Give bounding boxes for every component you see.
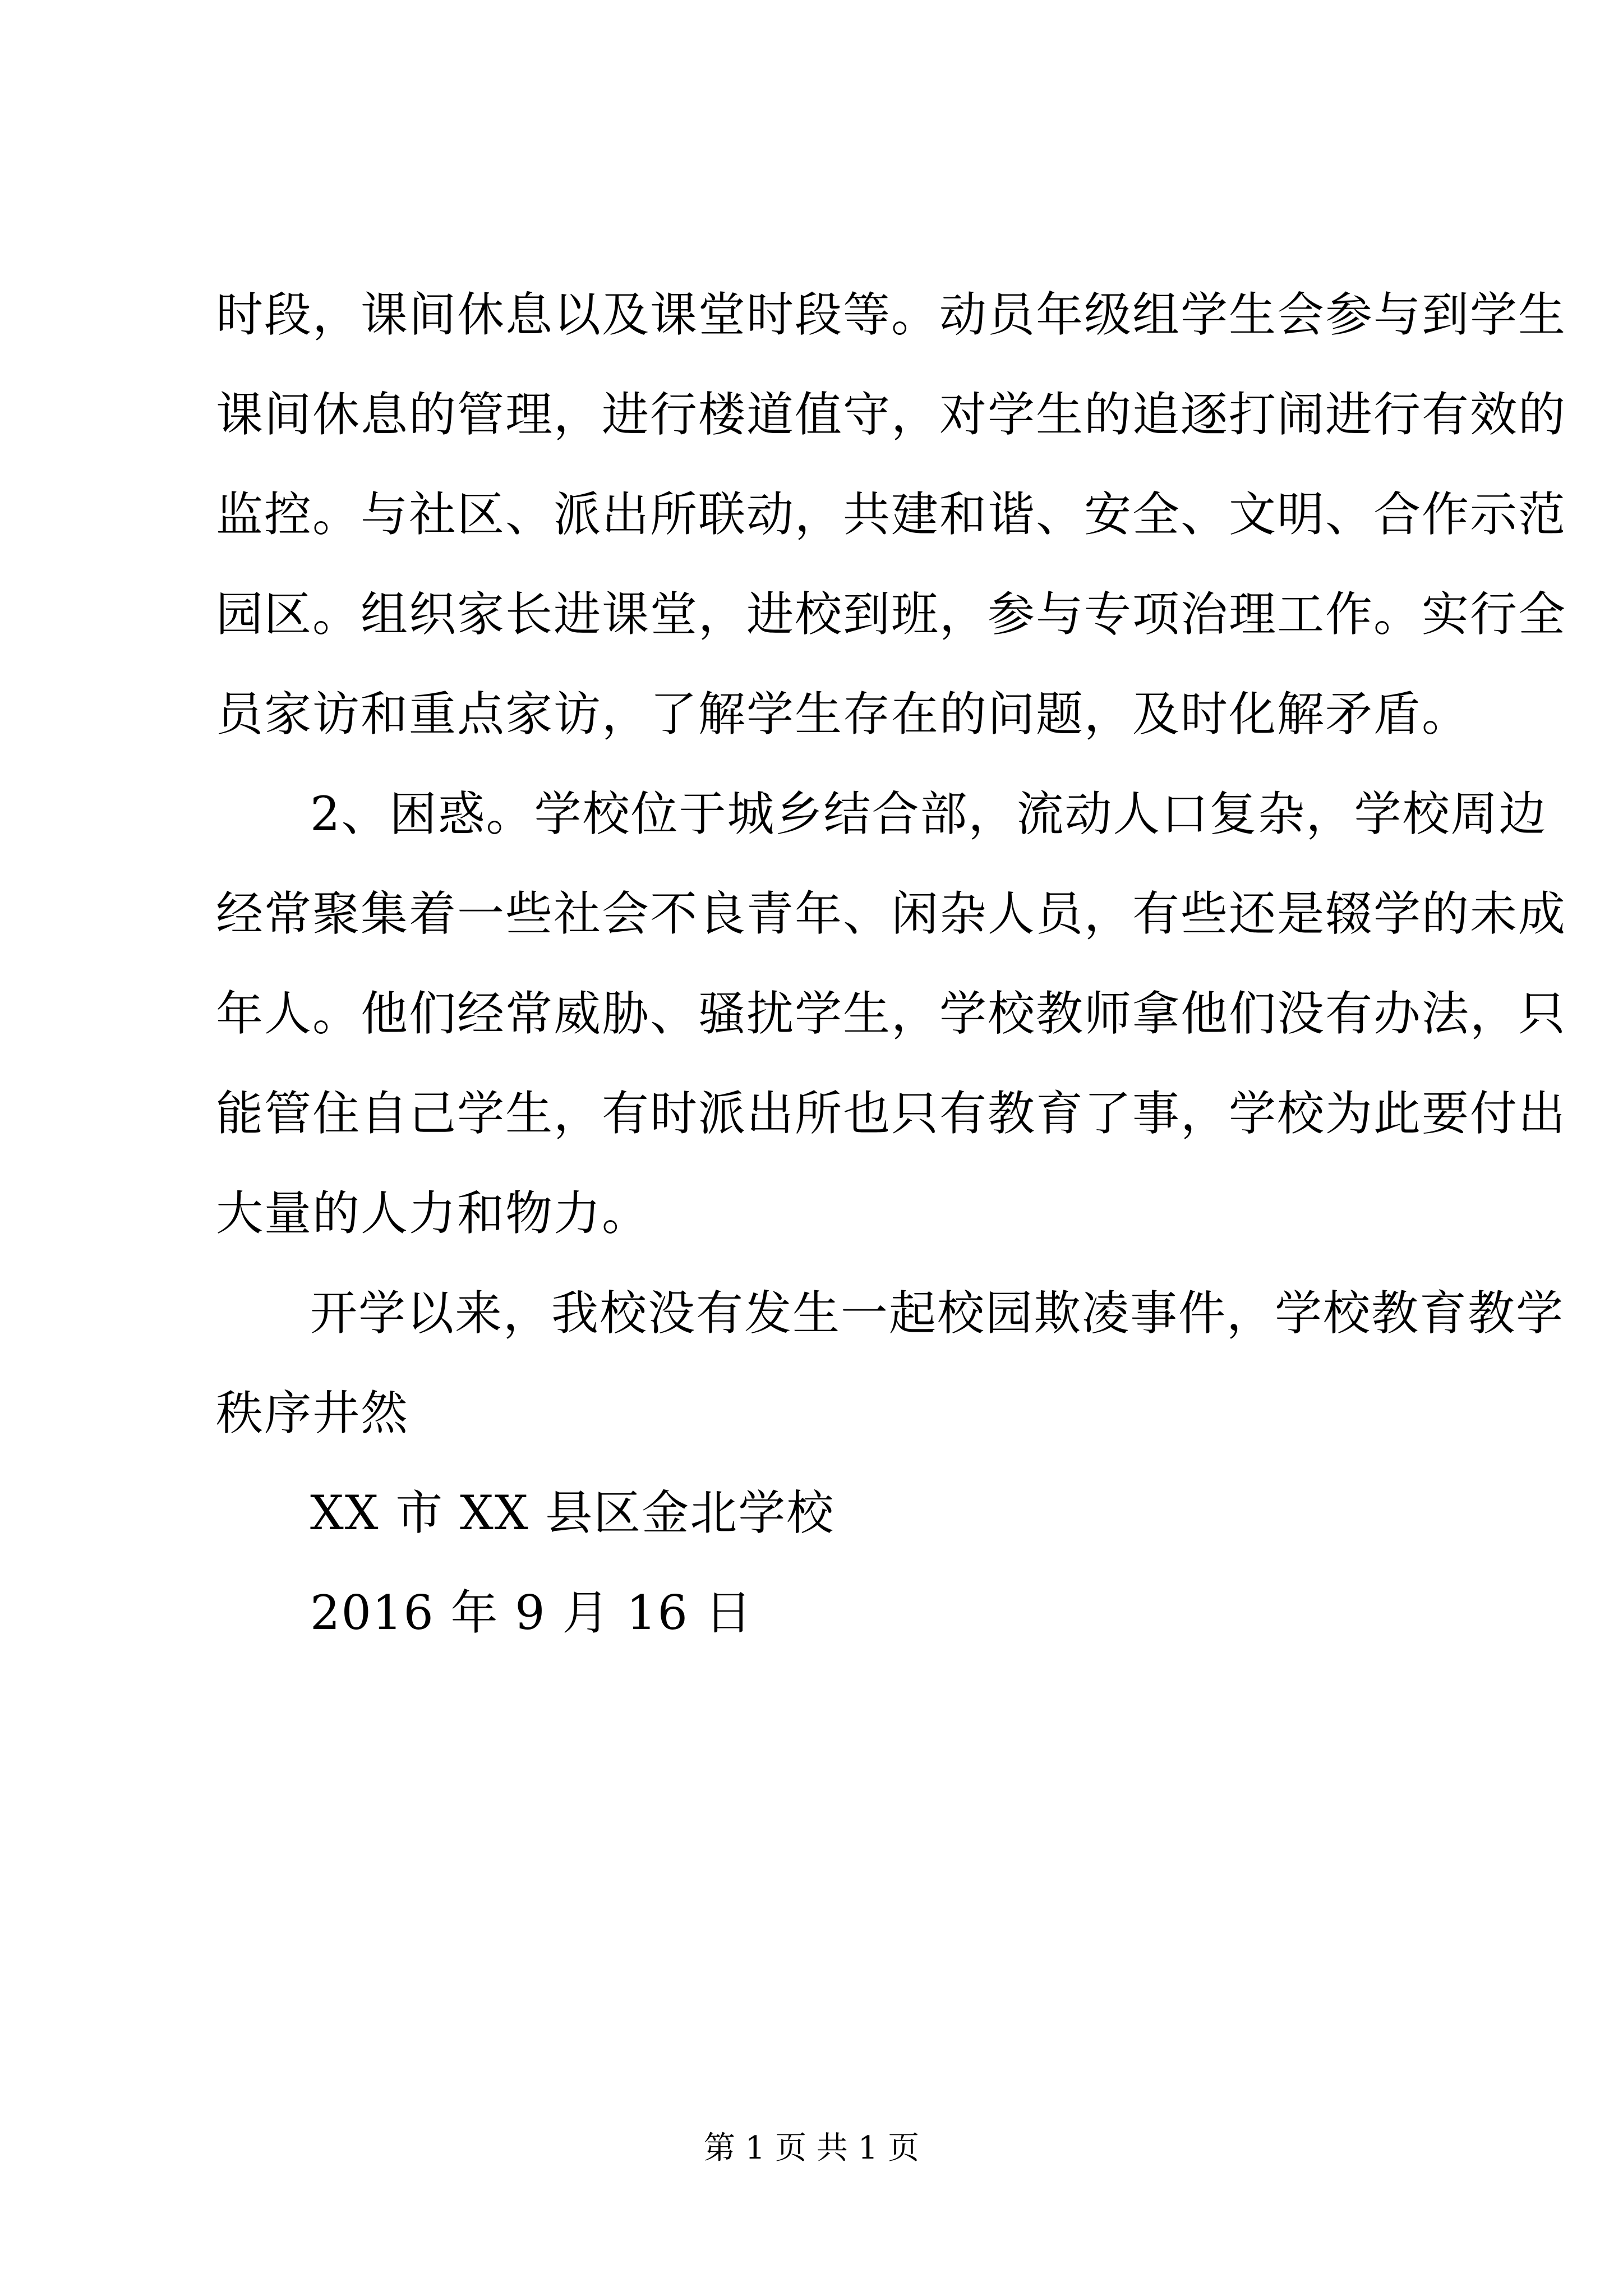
text-line: 课间休息的管理，进行楼道值守，对学生的追逐打闹进行有效的 (216, 387, 1567, 442)
document-body (216, 265, 1567, 1663)
paragraph-difficulties (216, 764, 1567, 1263)
text-line: 2、困惑。学校位于城乡结合部，流动人口复杂，学校周边 (310, 786, 1547, 841)
text-line: 年人。他们经常威胁、骚扰学生，学校教师拿他们没有办法，只 (216, 986, 1567, 1041)
text-line: 能管住自己学生，有时派出所也只有教育了事，学校为此要付出 (216, 1086, 1567, 1141)
signature-date: 2016 年 9 月 16 日 (310, 1585, 753, 1640)
page-number-footer: 第 1 页 共 1 页 (703, 2130, 920, 2166)
text-line: 园区。组织家长进课堂，进校到班，参与专项治理工作。实行全 (216, 587, 1567, 642)
paragraph-conclusion (216, 1263, 1565, 1463)
text-line: 秩序井然 (216, 1386, 409, 1441)
signature-organization: XX 市 XX 县区金北学校 (310, 1485, 835, 1540)
text-line: 大量的人力和物力。 (216, 1186, 651, 1241)
text-line: 监控。与社区、派出所联动，共建和谐、安全、文明、合作示范 (216, 487, 1567, 542)
text-line: 时段，课间休息以及课堂时段等。动员年级组学生会参与到学生 (216, 287, 1567, 342)
text-line: 员家访和重点家访，了解学生存在的问题，及时化解矛盾。 (216, 687, 1470, 742)
signature-block (216, 1463, 1427, 1663)
text-line: 经常聚集着一些社会不良青年、闲杂人员，有些还是辍学的未成 (216, 886, 1567, 941)
paragraph-measures (216, 265, 1567, 764)
text-line: 开学以来，我校没有发生一起校园欺凌事件，学校教育教学 (310, 1286, 1565, 1341)
